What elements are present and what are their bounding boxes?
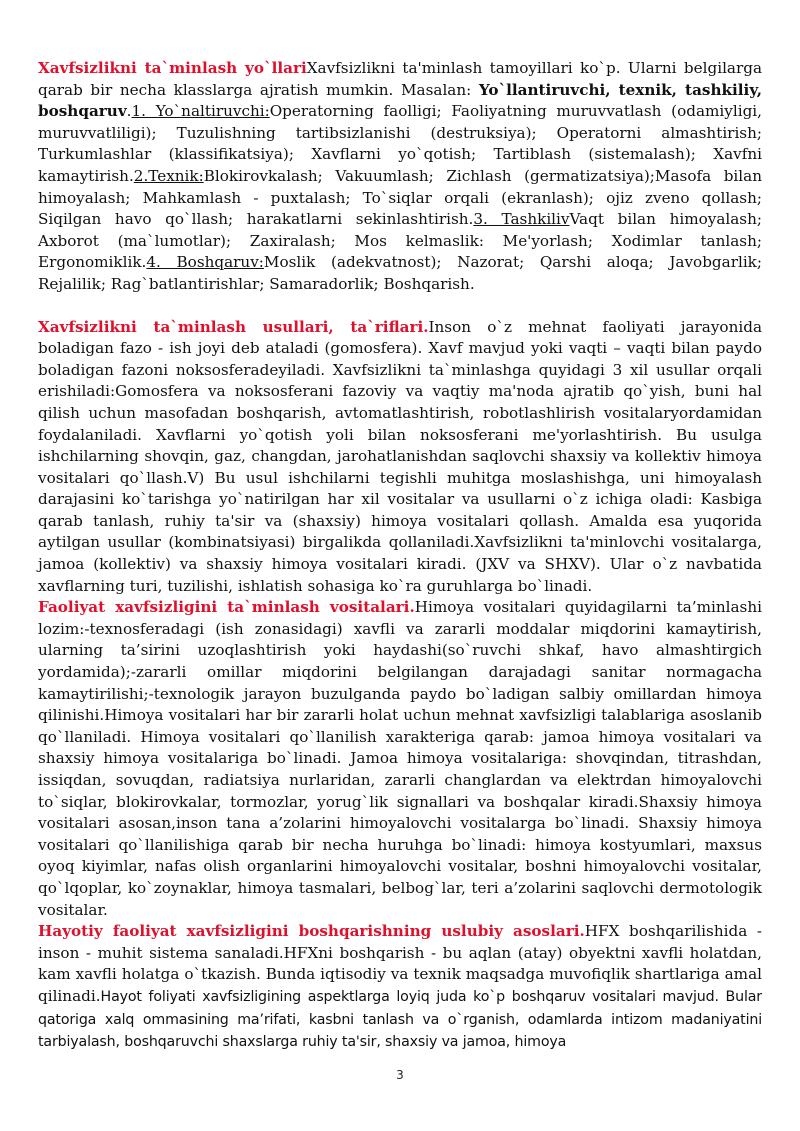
- text-technical: Blokirovkalash; Vakuumlash; Zichlash (germatizatsiya);Masofa bilan himoyalash; Mahkamlash - puxtalash; To`siqlar orqali (ekranlash); ojiz zveno qollash; Siqilgan havo qo`llash; harakatlarni sekinlashtirish.: [38, 166, 762, 229]
- text-organizational: Vaqt bilan himoyalash; Axborot (ma`lumotlar); Zaxiralash; Mos kelmaslik: Me'yorlash; Xodimlar tanlash; Ergonomiklik.: [38, 210, 762, 272]
- heading-safety-ways: Xavfsizlikni ta`minlash yo`llari: [38, 59, 307, 77]
- period: .: [126, 102, 132, 121]
- label-management: 4. Boshqaruv:: [146, 253, 264, 272]
- paragraph-safety-ways: [38, 58, 762, 296]
- paragraph-management-basis: [38, 921, 762, 1054]
- heading-management-basis: Hayotiy faoliyat xavfsizligini boshqarishning uslubiy asoslari.: [38, 922, 585, 941]
- page-number: 3: [396, 1068, 404, 1082]
- paragraph-gap: [38, 296, 762, 317]
- heading-safety-methods: Xavfsizlikni ta`minlash usullari, ta`riflari.: [38, 317, 429, 336]
- document-page: [38, 58, 762, 1054]
- paragraph-safety-methods: [38, 317, 762, 598]
- text-safety-tools: Himoya vositalari quyidagilarni ta’minlashi lozim:-texnosferadagi (ish zonasidagi) xavfli va zararli moddalar miqdorini kamaytirish, ularning ta’sirini uzoqlashtirish yoki haydashi(so`ruvchi shkaf, havo almashtirgich yordamida);-zararli omillar miqdorini belgilangan darajadagi sanitar normagacha kamaytirilishi;-texnologik jarayon buzulganda paydo bo`ladigan salbiy omillardan himoya qilinishi.Himoya vositalari har bir zararli holat uchun mehnat xavfsizligi talablariga asoslanib qo`llaniladi. Himoya vositalari qo`llanilish xarakteriga qarab: jamoa himoya vositalari va shaxsiy himoya vositalariga bo`linadi. Jamoa himoya vositalariga: shovqindan, titrashdan, issiqdan, sovuqdan, radiatsiya nurlaridan, zararli changlardan va elektrdan himoyalovchi to`siqlar, blokirovkalar, tormozlar, yorug`lik signallari va boshqalar kiradi.Shaxsiy himoya vositalari asosan,inson tana a’zolarini himoyalovchi vositalarga bo`linadi. Shaxsiy himoya vositalari qo`llanilishiga qarab bir necha huruhga bo`linadi: himoya kostyumlari, maxsus oyoq kiyimlar, nafas olish organlarini himoyalovchi vositalar, boshni himoyalovchi vositalar, qo`lqoplar, ko`zoynaklar, himoya tasmalari, belbog`lar, teri a’zolarini saqlovchi dermotologik vositalar.: [38, 598, 762, 919]
- text-management-basis: HFX boshqarilishida - inson - muhit sistema sanaladi.HFXni boshqarish - bu aqlan (atay) obyektni xavfli holatdan, kam xavfli holatga o`tkazish. Bunda iqtisodiy va texnik maqsadga muvofiqlik shartlariga amal qilinadi.: [38, 922, 762, 1005]
- label-directing: 1. Yo`naltiruvchi:: [131, 102, 270, 121]
- label-organizational: 3. Tashkiliv: [473, 210, 570, 229]
- text-management: Moslik (adekvatnost); Nazorat; Qarshi aloqa; Javobgarlik; Rejalilik; Rag`batlantirishlar; Samaradorlik; Boshqarish.: [38, 253, 762, 293]
- heading-safety-tools: Faoliyat xavfsizligini ta`minlash vositalari.: [38, 598, 415, 617]
- text-directing: Operatorning faolligi; Faoliyatning muruvvatlash (odamiyligi, muruvvatliligi); Tuzulishning tartibsizlanishi (destruksiya); Operatorni almashtirish; Turkumlashlar (klassifikatsiya); Xavflarni yo`qotish; Tartiblash (sistemalash); Xavfni kamaytirish.: [38, 102, 762, 185]
- principle-types: Yo`llantiruvchi, texnik, tashkiliy, boshqaruv: [38, 80, 762, 121]
- text-management-tools: Hayot foliyati xavfsizligining aspektlarga loyiq juda ko`p boshqaruv vositalari mavjud. Bular qatoriga xalq ommasining ma’rifati, kasbni tanlash va o`rganish, odamlarda intizom madaniyatini tarbiyalash, boshqaruvchi shaxslarga ruhiy ta'sir, shaxsiy va jamoa, himoya: [38, 988, 762, 1051]
- text-safety-methods: Inson o`z mehnat faoliyati jarayonida boladigan fazo - ish joyi deb ataladi (gomosfera). Xavf mavjud yoki vaqti – vaqti bilan paydo boladigan fazoni noksosferadeyiladi. Xavfsizlikni ta`minlashga quyidagi 3 xil usullar orqali erishiladi:Gomosfera va noksosferani fazoviy va vaqtiy ma'noda ajratib qo`yish, buni hal qilish uchun masofadan boshqarish, avtomatlashtirish, robotlashlirish vositalaryordamidan foydalaniladi. Xavflarni yo`qotish yoli bilan noksosferani me'yorlashtirish. Bu usulga ishchilarning shovqin, gaz, changdan, jarohatlanishdan saqlovchi shaxsiy va kollektiv himoya vositalari qo`llash.V) Bu usul ishchilarni tegishli muhitga moslashishga, uni himoyalash darajasini ko`tarishga yo`natirilgan har xil vositalar va usullarni o`z ichiga oladi: Kasbiga qarab tanlash, ruhiy ta'sir va (shaxsiy) himoya vositalari qollash. Amalda esa yuqorida aytilgan usullar (kombinatsiyasi) birgalikda qollaniladi.Xavfsizlikni ta'minlovchi vositalarga, jamoa (kollektiv) va shaxsiy himoya vositalari kiradi. (JXV va SHXV). Ular o`z navbatida xavflarning turi, tuzilishi, ishlatish sohasiga ko`ra guruhlarga bo`linadi.: [38, 317, 762, 595]
- paragraph-safety-tools: [38, 597, 762, 921]
- intro-text: Xavfsizlikni ta'minlash tamoyillari ko`p. Ularni belgilarga qarab bir necha klasslarga ajratish mumkin. Masalan:: [38, 59, 763, 99]
- label-technical: 2.Texnik:: [133, 166, 204, 185]
